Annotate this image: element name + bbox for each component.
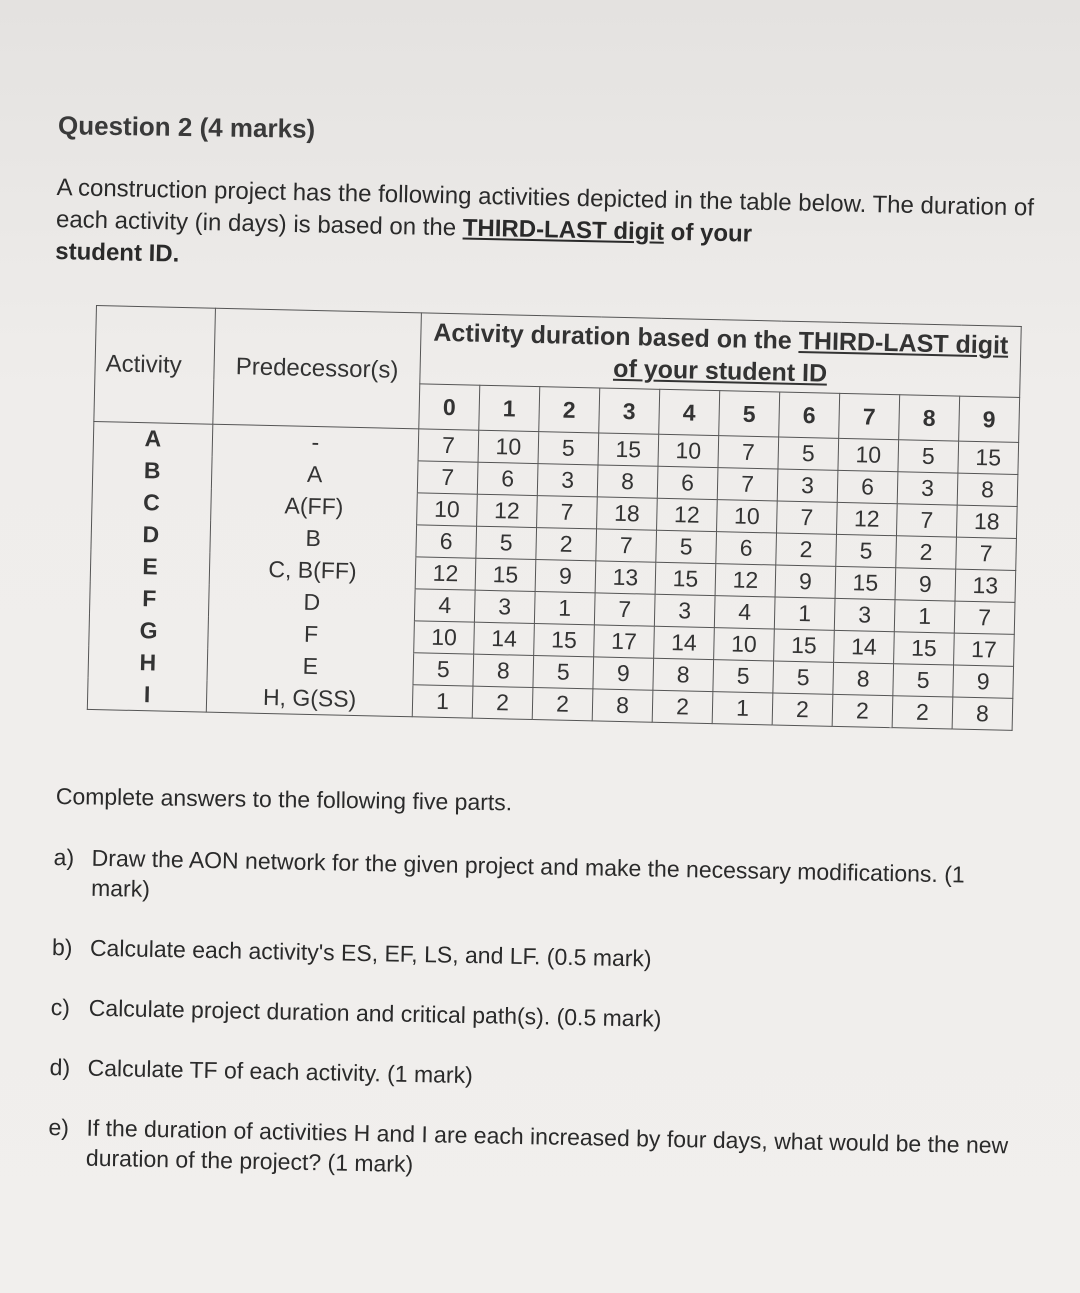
duration-cell: 6 <box>657 466 718 499</box>
duration-cell: 2 <box>776 533 837 566</box>
part-text: If the duration of activities H and I are each increased by four days, what would be the new duration of the project? (1 mark) <box>85 1114 1009 1177</box>
duration-cell: 13 <box>955 569 1016 602</box>
activity-cell: G <box>89 613 209 648</box>
duration-cell: 5 <box>773 661 834 694</box>
digit-header-2: 2 <box>539 387 600 433</box>
duration-cell: 7 <box>537 496 598 529</box>
duration-cell: 9 <box>535 560 596 593</box>
duration-cell: 5 <box>476 526 537 559</box>
predecessor-cell: - <box>212 424 419 461</box>
part-text: Calculate TF of each activity. (1 mark) <box>87 1054 474 1089</box>
duration-cell: 10 <box>478 430 539 463</box>
digit-header-0: 0 <box>419 384 480 430</box>
question-part <box>52 932 1012 980</box>
duration-cell: 8 <box>592 689 653 722</box>
question-part <box>48 1112 1009 1190</box>
predecessor-cell: D <box>208 584 415 621</box>
duration-cell: 7 <box>596 529 657 562</box>
duration-cell: 6 <box>716 532 777 565</box>
duration-cell: 3 <box>537 464 598 497</box>
digit-header-4: 4 <box>659 389 720 435</box>
predecessor-cell: F <box>208 616 415 653</box>
activity-cell: F <box>90 581 210 616</box>
duration-header <box>420 313 1021 398</box>
digit-header-9: 9 <box>959 396 1020 442</box>
duration-cell: 6 <box>837 470 898 503</box>
duration-cell: 1 <box>412 685 473 718</box>
digit-header-1: 1 <box>479 385 540 431</box>
duration-cell: 2 <box>772 693 833 726</box>
digit-header-5: 5 <box>719 391 780 437</box>
duration-cell: 5 <box>533 656 594 689</box>
activity-cell: B <box>92 453 212 488</box>
part-text: Draw the AON network for the given project and make the necessary modifications. (1 mark) <box>90 844 965 902</box>
predecessor-cell: C, B(FF) <box>209 552 416 589</box>
duration-cell: 9 <box>953 665 1014 698</box>
duration-cell: 3 <box>834 598 895 631</box>
duration-cell: 2 <box>472 686 533 719</box>
part-label: c) <box>50 993 71 1021</box>
duration-cell: 1 <box>534 592 595 625</box>
duration-cell: 15 <box>958 441 1019 474</box>
predecessor-cell: A <box>211 456 418 493</box>
activity-header: Activity <box>94 306 216 425</box>
duration-cell: 8 <box>473 654 534 687</box>
duration-cell: 10 <box>414 621 475 654</box>
duration-cell: 10 <box>838 438 899 471</box>
activity-cell: C <box>92 485 212 520</box>
activity-cell: A <box>93 421 213 456</box>
duration-cell: 2 <box>896 536 957 569</box>
duration-cell: 3 <box>474 590 535 623</box>
activity-cell: I <box>87 677 207 712</box>
duration-cell: 5 <box>898 440 959 473</box>
predecessor-cell: B <box>210 520 417 557</box>
duration-cell: 7 <box>956 537 1017 570</box>
intro-text-2: of your <box>663 218 753 248</box>
activity-cell: D <box>91 517 211 552</box>
duration-cell: 15 <box>894 632 955 665</box>
table-body <box>87 421 1018 730</box>
duration-cell: 7 <box>717 468 778 501</box>
duration-cell: 12 <box>477 494 538 527</box>
duration-cell: 2 <box>536 528 597 561</box>
duration-cell: 7 <box>718 436 779 469</box>
duration-cell: 2 <box>892 696 953 729</box>
question-part <box>49 1052 1009 1100</box>
duration-header-emphasis: THIRD-LAST digit of your student ID <box>612 326 1009 388</box>
question-title: Question 2 (4 marks) <box>57 110 316 144</box>
duration-cell: 7 <box>954 601 1015 634</box>
question-intro <box>55 172 1047 289</box>
duration-cell: 8 <box>597 465 658 498</box>
duration-cell: 2 <box>532 688 593 721</box>
part-label: b) <box>51 933 73 961</box>
duration-cell: 7 <box>896 504 957 537</box>
duration-cell: 3 <box>777 469 838 502</box>
duration-cell: 5 <box>778 437 839 470</box>
duration-cell: 1 <box>774 597 835 630</box>
intro-text-1: A construction project has the following activities depicted in the table below. The duration of each activity (in days) is based on the <box>55 173 1035 242</box>
duration-cell: 4 <box>414 589 475 622</box>
duration-cell: 12 <box>836 502 897 535</box>
duration-cell: 2 <box>832 694 893 727</box>
duration-cell: 9 <box>895 568 956 601</box>
duration-table-wrapper <box>87 305 1022 731</box>
digit-header-8: 8 <box>899 395 960 441</box>
duration-cell: 7 <box>777 501 838 534</box>
part-label: d) <box>49 1053 71 1081</box>
part-text: Calculate each activity's ES, EF, LS, and LF. (0.5 mark) <box>89 934 652 972</box>
predecessor-cell: A(FF) <box>211 488 418 525</box>
duration-cell: 10 <box>658 434 719 467</box>
duration-cell: 2 <box>652 690 713 723</box>
duration-cell: 5 <box>836 534 897 567</box>
duration-cell: 3 <box>897 472 958 505</box>
duration-cell: 12 <box>657 498 718 531</box>
duration-cell: 10 <box>717 500 778 533</box>
duration-cell: 12 <box>715 564 776 597</box>
instructions-heading: Complete answers to the following five parts. <box>55 783 513 816</box>
duration-cell: 8 <box>957 473 1018 506</box>
duration-cell: 8 <box>833 662 894 695</box>
duration-cell: 17 <box>594 625 655 658</box>
predecessor-header: Predecessor(s) <box>213 308 422 429</box>
duration-cell: 15 <box>598 433 659 466</box>
duration-cell: 5 <box>893 664 954 697</box>
duration-cell: 5 <box>713 660 774 693</box>
digit-header-6: 6 <box>779 392 840 438</box>
duration-cell: 15 <box>655 562 716 595</box>
intro-emphasis: THIRD-LAST digit <box>462 214 665 246</box>
duration-cell: 7 <box>417 461 478 494</box>
duration-cell: 17 <box>954 633 1015 666</box>
duration-cell: 13 <box>595 561 656 594</box>
duration-cell: 7 <box>418 429 479 462</box>
intro-text-3: student ID. <box>55 237 180 268</box>
activity-cell: H <box>88 645 208 680</box>
digit-header-7: 7 <box>839 393 900 439</box>
duration-cell: 10 <box>714 628 775 661</box>
duration-cell: 14 <box>474 622 535 655</box>
duration-header-text: Activity duration based on the <box>433 318 799 355</box>
activity-cell: E <box>90 549 210 584</box>
duration-cell: 8 <box>653 658 714 691</box>
part-label: e) <box>48 1113 70 1141</box>
part-label: a) <box>53 843 75 871</box>
question-part <box>53 842 1014 920</box>
duration-cell: 15 <box>475 558 536 591</box>
part-text: Calculate project duration and critical path(s). (0.5 mark) <box>88 994 662 1032</box>
duration-cell: 14 <box>654 626 715 659</box>
duration-cell: 5 <box>538 432 599 465</box>
duration-cell: 15 <box>835 566 896 599</box>
digit-header-3: 3 <box>599 388 660 434</box>
question-parts <box>47 842 1014 1220</box>
duration-cell: 4 <box>714 596 775 629</box>
duration-cell: 5 <box>656 530 717 563</box>
question-part <box>51 992 1011 1040</box>
duration-cell: 15 <box>774 629 835 662</box>
duration-cell: 1 <box>894 600 955 633</box>
duration-cell: 10 <box>417 493 478 526</box>
duration-cell: 9 <box>593 657 654 690</box>
predecessor-cell: E <box>207 648 414 685</box>
duration-cell: 18 <box>956 505 1017 538</box>
duration-cell: 18 <box>597 497 658 530</box>
duration-cell: 6 <box>416 525 477 558</box>
predecessor-cell: H, G(SS) <box>206 680 413 717</box>
duration-table <box>87 305 1022 731</box>
duration-cell: 14 <box>834 630 895 663</box>
duration-cell: 9 <box>775 565 836 598</box>
duration-cell: 15 <box>534 624 595 657</box>
duration-cell: 8 <box>952 697 1013 730</box>
duration-cell: 1 <box>712 692 773 725</box>
duration-cell: 12 <box>415 557 476 590</box>
duration-cell: 3 <box>654 594 715 627</box>
duration-cell: 6 <box>477 462 538 495</box>
duration-cell: 5 <box>413 653 474 686</box>
duration-cell: 7 <box>594 593 655 626</box>
